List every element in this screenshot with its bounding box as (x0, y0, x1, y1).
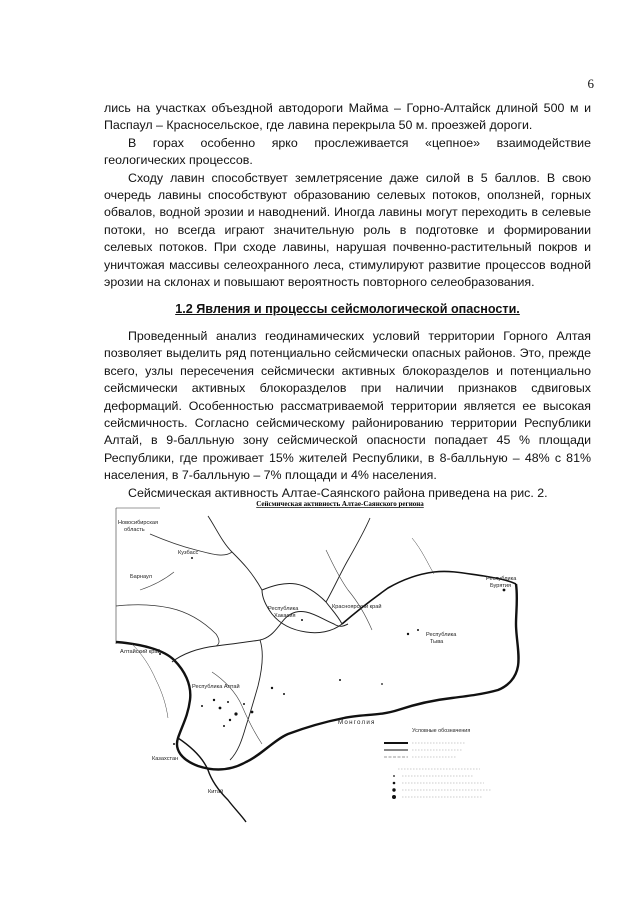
label-kazakhstan: Казахстан (152, 756, 179, 762)
legend-symbol-dot-large (392, 788, 395, 791)
altai-east-border (230, 640, 262, 760)
label-khakassia-line2: Хакасия (274, 613, 296, 619)
seismic-event-dot (223, 725, 225, 727)
label-kuzbass: Кузбасс (178, 550, 199, 556)
river-line (132, 644, 168, 718)
seismic-events (159, 557, 505, 745)
paragraph: Проведенный анализ геодинамических условий территории Горного Алтая позволяет выделить ряд потенциально сейсмически опасных районов. Это, прежде всего, узлы пересечения сейсмически активных блокоразделов и потенциально сейсмически активных блокоразделов при наличии признаков сдвиговых деформаций. Особенностью рассматриваемой территории является ее высокая сейсмичность. Согласно сейсмическому районированию территории Республики Алтай, в 9-балльную зону сейсмической опасности попадает 45 % площади Республики, где проживает 15% жителей Республики, в 8-балльную – 48% с 81% населения, в 7-балльную – 7% площади и 4% населения. (104, 328, 591, 483)
map-title: Сейсмическая активность Алтае-Саянского региона (256, 500, 424, 508)
document-body (104, 100, 591, 502)
legend-title: Условные обозначения (412, 728, 471, 734)
seismic-event-dot (227, 701, 229, 703)
kuzbass-border (208, 516, 262, 590)
label-tyva-line2: Тыва (430, 639, 444, 645)
seismic-event-dot (503, 589, 506, 592)
label-barnaul: Барнаул (130, 574, 152, 580)
label-buryatia-line1: Республика (486, 576, 517, 582)
legend-symbol-dot-xlarge (392, 795, 396, 799)
label-mongolia: Монголия (338, 719, 376, 726)
seismic-map (112, 494, 524, 824)
seismic-event-dot (381, 683, 383, 685)
seismic-event-dot (251, 711, 254, 714)
paragraph-continuation: лись на участках объездной автодороги Майма – Горно-Алтайск длиной 500 м и Паспаул – Красносельское, где лавина перекрыла 50 м. проезжей дороги. (104, 101, 591, 133)
label-krasnoyarsk: Красноярский край (332, 604, 382, 610)
seismic-event-dot (229, 719, 231, 721)
label-tyva-line1: Республика (426, 632, 457, 638)
page-number: 6 (587, 76, 594, 91)
seismic-activity-map-figure (112, 494, 524, 824)
krasnoyarsk-border (326, 518, 370, 602)
label-khakassia-line1: Республика (268, 606, 299, 612)
label-buryatia-line2: Бурятия (490, 583, 512, 589)
paragraph: В горах особенно ярко прослеживается «цепное» взаимодействие геологических процессов. (104, 135, 591, 168)
label-china: Китай (208, 789, 224, 795)
section-heading: 1.2 Явления и процессы сейсмологической опасности. (175, 302, 520, 317)
seismic-event-dot (234, 712, 237, 715)
kazakhstan-china-border (178, 738, 246, 822)
altai-republic-border (172, 611, 348, 662)
seismic-event-dot (243, 703, 245, 705)
seismic-event-dot (219, 707, 222, 710)
paragraph: Сходу лавин способствует землетрясение даже силой в 5 баллов. В свою очередь лавины способствуют образованию селевых потоков, оползней, горных обвалов, водной эрозии и наводнений. Иногда лавины могут переходить в селевые потоки, но всегда играют значительную роль в подготовке и формировании селевых потоков. При сходе лавины, нарушая почвенно-растительный покров и уничтожая массивы селеохранного леса, стимулируют развитие процессов водной эрозии на склонах и повышают вероятность повторного селеобразования. (104, 170, 591, 290)
state-border (116, 584, 519, 769)
label-altai-krai: Алтайский край (120, 649, 161, 655)
seismic-event-dot (407, 633, 409, 635)
seismic-event-dot (417, 629, 419, 631)
label-novosibirsk-line1: Новосибирская (118, 520, 159, 526)
seismic-event-dot (271, 687, 273, 689)
seismic-event-dot (173, 743, 175, 745)
legend-symbol-dot-small (393, 775, 395, 777)
seismic-event-dot (191, 557, 193, 559)
label-altai-republic: Республика Алтай (192, 684, 240, 690)
seismic-event-dot (283, 693, 285, 695)
legend-symbol-dot-medium (393, 782, 396, 785)
label-novosibirsk-line2: область (124, 527, 145, 533)
seismic-event-dot (201, 705, 203, 707)
seismic-event-dot (301, 619, 303, 621)
seismic-event-dot (213, 699, 215, 701)
map-legend (384, 728, 492, 799)
altai-krai-border (116, 605, 219, 646)
river-line (412, 538, 434, 574)
paragraph: Сейсмическая активность Алтае-Саянского района приведена на рис. 2. (128, 485, 548, 500)
seismic-event-dot (339, 679, 341, 681)
